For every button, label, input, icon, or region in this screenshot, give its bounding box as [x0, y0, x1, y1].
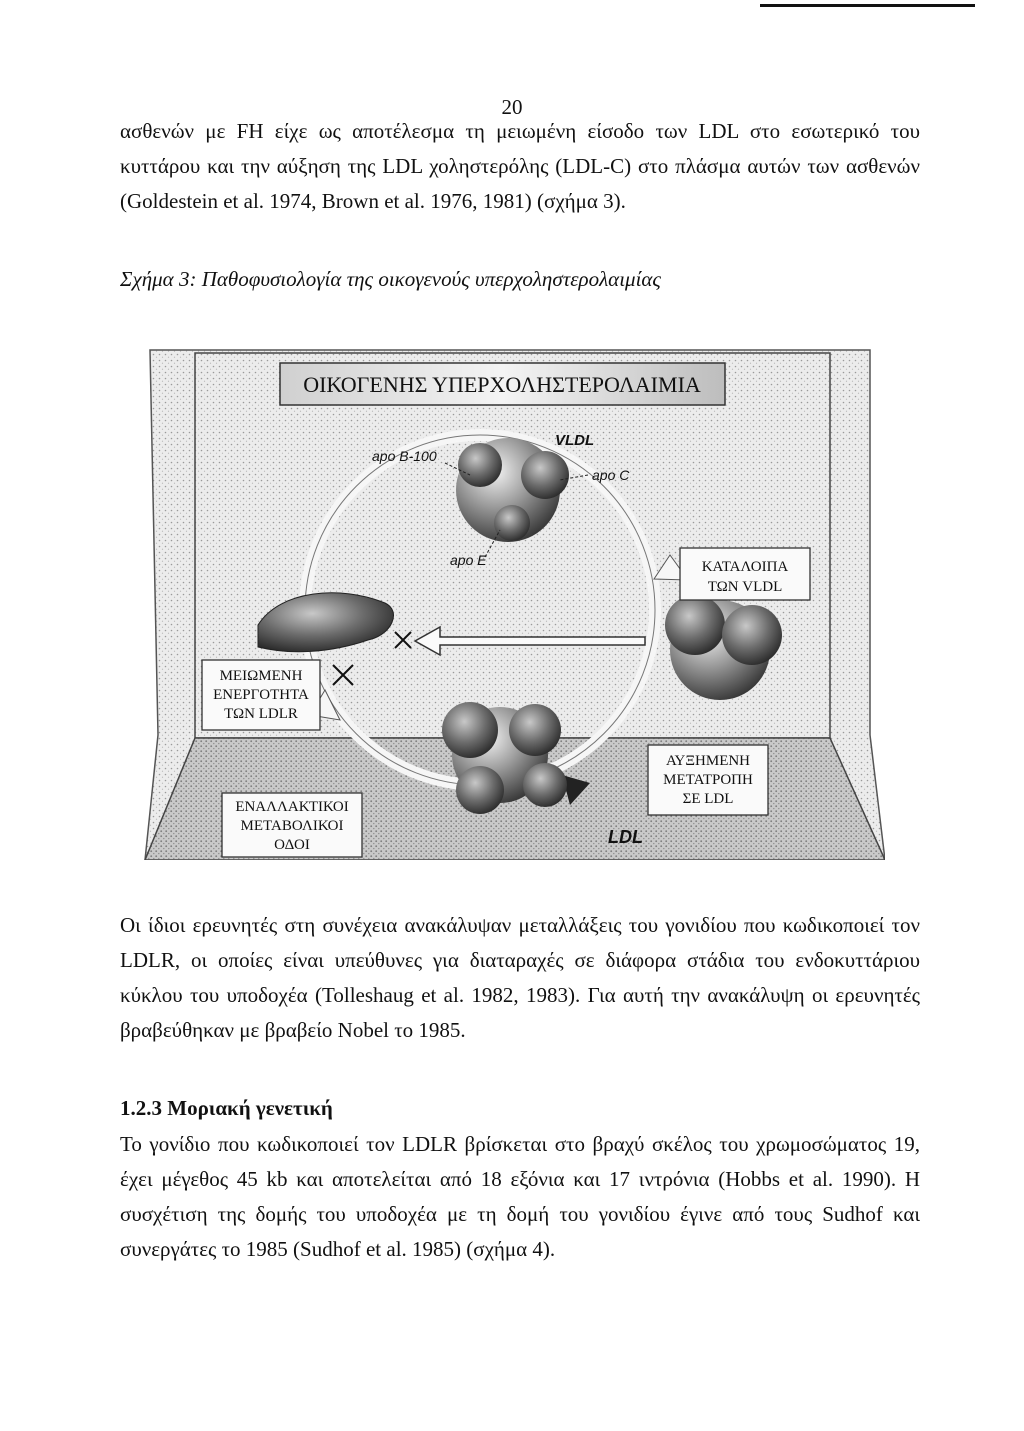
text-line: συνεργάτες το 1985 (Sudhof et al. 1985) (σχήμα 4). — [120, 1237, 556, 1261]
text-line: (Goldestein et al. 1974, Brown et al. 1976, 1981) (σχήμα 3). — [120, 189, 626, 213]
intro-paragraph — [120, 114, 920, 219]
apob-label: apo B-100 — [372, 448, 437, 464]
vldl-label: VLDL — [555, 432, 595, 449]
box-reduced-line-3: ΤΩΝ LDLR — [224, 706, 298, 722]
ldl-label: LDL — [608, 827, 643, 847]
text-line: LDLR, οι οποίες είναι υπεύθυνες για διαταραχές σε διάφορα στάδια του ενδοκυττάριου — [120, 948, 920, 972]
box-alternative-line-3: ΟΔΟΙ — [274, 837, 310, 853]
figure-pathophysiology — [140, 335, 885, 860]
text-line: βραβεύθηκαν με βραβείο Nobel το 1985. — [120, 1018, 466, 1042]
box-increased-line-1: ΑΥΞΗΜΕΝΗ — [665, 753, 751, 769]
top-rule — [760, 4, 975, 7]
apoc-label: apo C — [592, 467, 630, 483]
box-increased-line-3: ΣΕ LDL — [682, 791, 734, 807]
text-line: κυττάρου και την αύξηση της LDL χοληστερόλης (LDL-C) στο πλάσμα αυτών των ασθενών — [120, 154, 920, 178]
page-number: 20 — [501, 95, 523, 119]
text-line: ασθενών με FH είχε ως αποτέλεσμα τη μειωμένη είσοδο των LDL στο εσωτερικό του — [120, 119, 920, 143]
apoe-label: apo E — [450, 552, 487, 568]
text-line: έχει μέγεθος 45 kb και αποτελείται από 18 εξόνια και 17 ιντρόνια (Hobbs et al. 1990). Η — [120, 1167, 920, 1191]
box-alternative-line-1: ΕΝΑΛΛΑΚΤΙΚΟΙ — [235, 799, 349, 815]
box-alternative-line-2: ΜΕΤΑΒΟΛΙΚΟΙ — [240, 818, 344, 834]
box-remnants-line-2: ΤΩΝ VLDL — [707, 579, 783, 595]
box-reduced-line-1: ΜΕΙΩΜΕΝΗ — [219, 668, 303, 684]
section-heading: 1.2.3 Μοριακή γενετική — [120, 1096, 333, 1120]
box-remnants-line-1: ΚΑΤΑΛΟΙΠΑ — [701, 559, 789, 575]
paragraph-genetics — [120, 1127, 920, 1267]
text-line: Το γονίδιο που κωδικοποιεί τον LDLR βρίσκεται στο βραχύ σκέλος του χρωμοσώματος 19, — [120, 1132, 920, 1156]
box-increased-line-2: ΜΕΤΑΤΡΟΠΗ — [663, 772, 753, 788]
text-line: κύκλου του υποδοχέα (Tolleshaug et al. 1982, 1983). Για αυτή την ανακάλυψη οι ερευνητές — [120, 983, 920, 1007]
text-line: Οι ίδιοι ερευνητές στη συνέχεια ανακάλυψαν μεταλλάξεις του γονιδίου που κωδικοποιεί τον — [120, 913, 920, 937]
figure-title: ΟΙΚΟΓΕΝΗΣ ΥΠΕΡΧΟΛΗΣΤΕΡΟΛΑΙΜΙΑ — [303, 372, 701, 397]
paragraph-mutations — [120, 908, 920, 1048]
text-line: συσχέτιση της δομής του υποδοχέα με τη δομή του γονιδίου έγινε από τους Sudhof και — [120, 1202, 920, 1226]
box-reduced-line-2: ΕΝΕΡΓΟΤΗΤΑ — [213, 687, 309, 703]
figure-caption: Σχήμα 3: Παθοφυσιολογία της οικογενούς υπερχοληστερολαιμίας — [120, 267, 661, 291]
